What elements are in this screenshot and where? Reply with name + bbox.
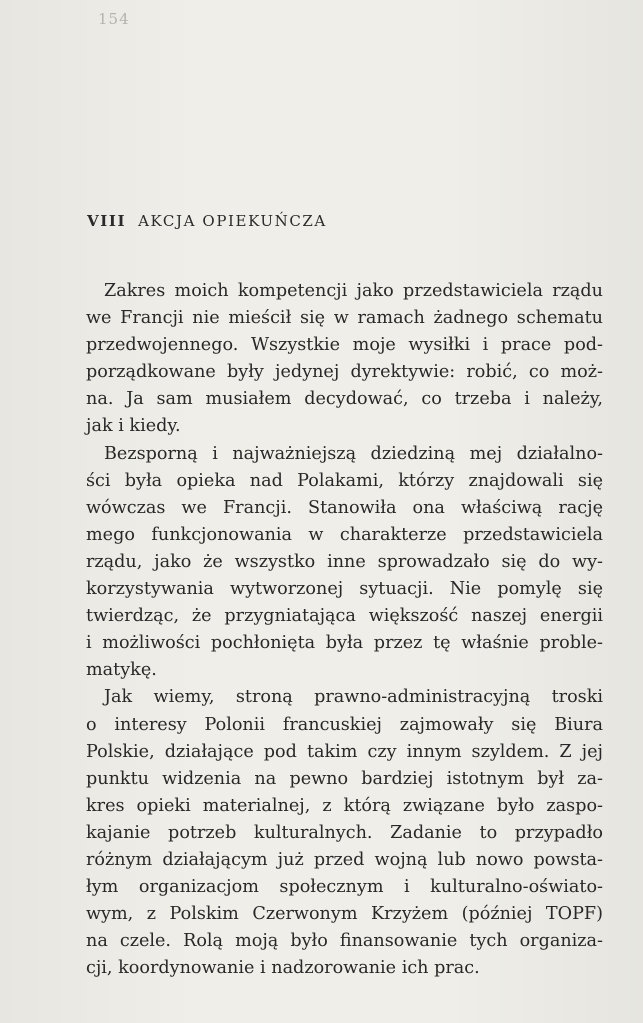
text-line: mego funkcjonowania w charakterze przedstawiciela [86,524,603,545]
text-line: Zakres moich kompetencji jako przedstawiciela rządu [104,281,603,301]
text-line: punktu widzenia na pewno bardziej istotnym był za- [86,768,603,789]
text-line: Polskie, działające pod takim czy innym szyldem. Z jej [86,741,603,762]
text-line: o interesy Polonii francuskiej zajmowały się Biura [86,714,603,735]
page-number: 154 [98,10,130,28]
text-line: kajanie potrzeb kulturalnych. Zadanie to przypadło [86,822,603,843]
text-line: matykę. [86,660,157,681]
chapter-heading [87,212,327,230]
text-line: ści była opieka nad Polakami, którzy znajdowali się [86,470,603,491]
text-line: jak i kiedy. [86,416,181,437]
text-line: Jak wiemy, stroną prawno-administracyjną troski [104,687,603,708]
text-line: różnym działającym już przed wojną lub nowo powsta- [86,849,603,870]
body-text [86,278,603,982]
paragraph [86,684,603,982]
text-line: korzystywania wytworzonej sytuacji. Nie pomylę się [86,579,603,600]
chapter-title: AKCJA OPIEKUŃCZA [138,212,327,230]
text-line: i możliwości pochłonięta była przez tę właśnie proble- [86,633,603,654]
text-line: cji, koordynowanie i nadzorowanie ich prac. [86,958,480,979]
text-line: wówczas we Francji. Stanowiła ona właściwą rację [86,497,603,518]
text-line: rządu, jako że wszystko inne sprowadzało się do wy- [86,551,603,572]
chapter-number: VIII [87,212,127,230]
paragraph [86,441,603,685]
text-line: łym organizacjom społecznym i kulturalno-oświato- [86,877,603,898]
text-line: na czele. Rolą moją było finansowanie tych organiza- [86,931,603,952]
text-line: wym, z Polskim Czerwonym Krzyżem (później TOPF) [86,904,603,925]
text-line: przedwojennego. Wszystkie moje wysiłki i prace pod- [86,335,603,356]
text-line: kres opieki materialnej, z którą związane było zaspo- [86,795,603,816]
text-line: porządkowane były jedynej dyrektywie: robić, co moż- [86,362,603,383]
text-line: Bezsporną i najważniejszą dziedziną mej działalno- [104,443,603,464]
text-line: twierdząc, że przygniatająca większość naszej energii [86,606,603,627]
paragraph [86,278,603,441]
text-line: we Francji nie mieścił się w ramach żadnego schematu [86,308,603,329]
text-line: na. Ja sam musiałem decydować, co trzeba i należy, [86,389,603,410]
